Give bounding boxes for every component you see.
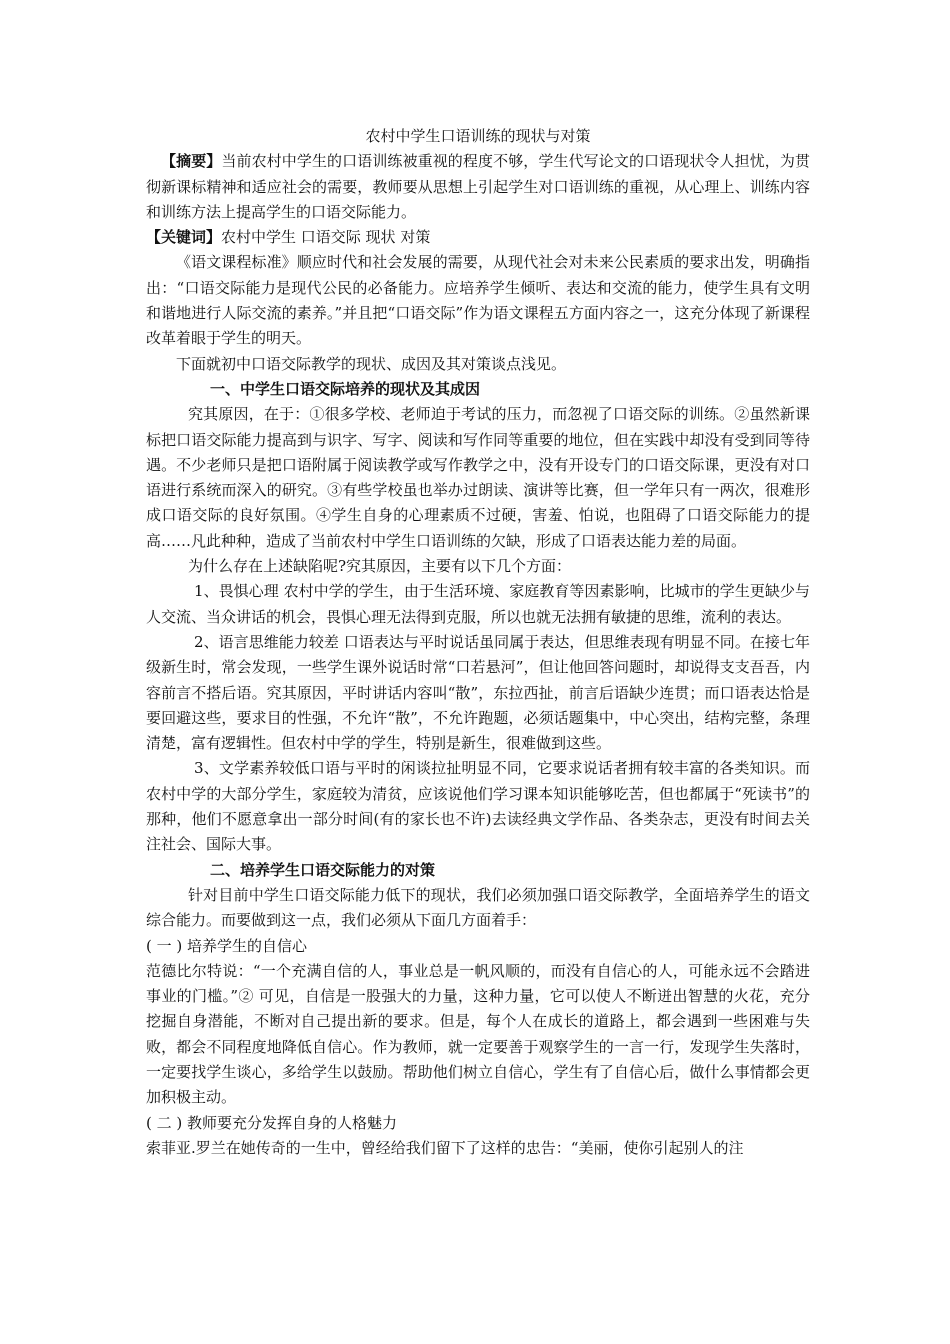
- intro-paragraph-1: 《语文课程标准》顺应时代和社会发展的需要，从现代社会对未来公民素质的要求出发，明确指出：“口语交际能力是现代公民的必备能力。应培养学生倾听、表达和交流的能力，使学生具有文明和谐地进行人际交流的素养。”并且把“口语交际”作为语文课程五方面内容之一，这充分体现了新课程改革着眼于学生的明天。: [146, 253, 810, 348]
- abstract-text: 当前农村中学生的口语训练被重视的程度不够，学生代写论文的口语现状令人担忧，为贯彻新课标精神和适应社会的需要，教师要从思想上引起学生对口语训练的重视，从心理上、训练内容和训练方法上提高学生的口语交际能力。: [146, 152, 810, 221]
- section-2-paragraph-1: 针对目前中学生口语交际能力低下的现状，我们必须加强口语交际教学，全面培养学生的语文综合能力。而要做到这一点，我们必须从下面几方面着手：: [146, 885, 810, 930]
- section-1-item-1: 1、畏惧心理 农村中学的学生，由于生活环境、家庭教育等因素影响，比城市的学生更缺少与人交流、当众讲话的机会，畏惧心理无法得到克服，所以也就无法拥有敏捷的思维，流利的表达。: [146, 582, 810, 626]
- abstract-label: 【摘要】: [161, 152, 222, 171]
- intro-paragraph-2: 下面就初中口语交际教学的现状、成因及其对策谈点浅见。: [176, 354, 567, 373]
- section-1-paragraph-1: 究其原因，在于：①很多学校、老师迫于考试的压力，而忽视了口语交际的训练。②虽然新课标把口语交际能力提高到与识字、写字、阅读和写作同等重要的地位，但在实践中却没有受到同等待遇。不少老师只是把口语附属于阅读教学或写作教学之中，没有开设专门的口语交际课，更没有对口语进行系统而深入的研究。③有些学校虽也举办过朗读、演讲等比赛，但一学年只有一两次，很难形成口语交际的良好氛围。④学生自身的心理素质不过硬，害羞、怕说，也阻碍了口语交际能力的提高……凡此种种，造成了当前农村中学生口语训练的欠缺，形成了口语表达能力差的局面。: [146, 405, 810, 550]
- section-2-subtext-1: 范德比尔特说：“一个充满自信的人，事业总是一帆风顺的，而没有自信心的人，可能永远不会踏进事业的门槛。”② 可见，自信是一股强大的力量，这种力量，它可以使人不断迸出智慧的火花，充分挖掘自身潜能，不断对自己提出新的要求。但是，每个人在成长的道路上，都会遇到一些困难与失败，都会不同程度地降低自信心。作为教师，就一定要善于观察学生的一言一行，发现学生失落时，一定要找学生谈心，多给学生以鼓励。帮助他们树立自信心，学生有了自信心后，做什么事情都会更加积极主动。: [146, 961, 810, 1107]
- keywords-label: 【关键词】: [146, 228, 222, 247]
- section-1-heading: 一、中学生口语交际培养的现状及其成因: [210, 379, 481, 398]
- section-1-paragraph-2: 为什么存在上述缺陷呢?究其原因，主要有以下几个方面：: [188, 557, 572, 576]
- keywords: [146, 225, 810, 250]
- section-2-heading: 二、培养学生口语交际能力的对策: [210, 860, 436, 879]
- section-2-subtext-2: 索菲亚.罗兰在她传奇的一生中，曾经给我们留下了这样的忠告：“美丽，使你引起别人的注: [146, 1138, 744, 1157]
- section-2-subheading-1: ( 一 ) 培养学生的自信心: [146, 936, 308, 955]
- keywords-text: 农村中学生 口语交际 现状 对策: [221, 228, 431, 247]
- section-2-subheading-2: ( 二 ) 教师要充分发挥自身的人格魅力: [146, 1113, 398, 1132]
- section-1-item-3: 3、文学素养较低口语与平时的闲谈拉扯明显不同，它要求说话者拥有较丰富的各类知识。而农村中学的大部分学生，家庭较为清贫，应该说他们学习课本知识能够吃苦，但也都属于“死读书”的那种，他们不愿意拿出一部分时间(有的家长也不许)去读经典文学作品、各类杂志，更没有时间去关注社会、国际大事。: [146, 759, 810, 854]
- document-page: [146, 124, 810, 1161]
- abstract: [146, 149, 810, 225]
- section-1-item-2: 2、语言思维能力较差 口语表达与平时说话虽同属于表达，但思维表现有明显不同。在接七年级新生时，常会发现，一些学生课外说话时常“口若悬河”，但让他回答问题时，却说得支支吾吾，内容前言不搭后语。究其原因，平时讲话内容叫“散”，东拉西扯，前言后语缺少连贯；而口语表达恰是要回避这些，要求目的性强，不允许“散”，不允许跑题，必须话题集中，中心突出，结构完整，条理清楚，富有逻辑性。但农村中学的学生，特别是新生，很难做到这些。: [146, 632, 810, 753]
- document-title: 农村中学生口语训练的现状与对策: [365, 127, 591, 145]
